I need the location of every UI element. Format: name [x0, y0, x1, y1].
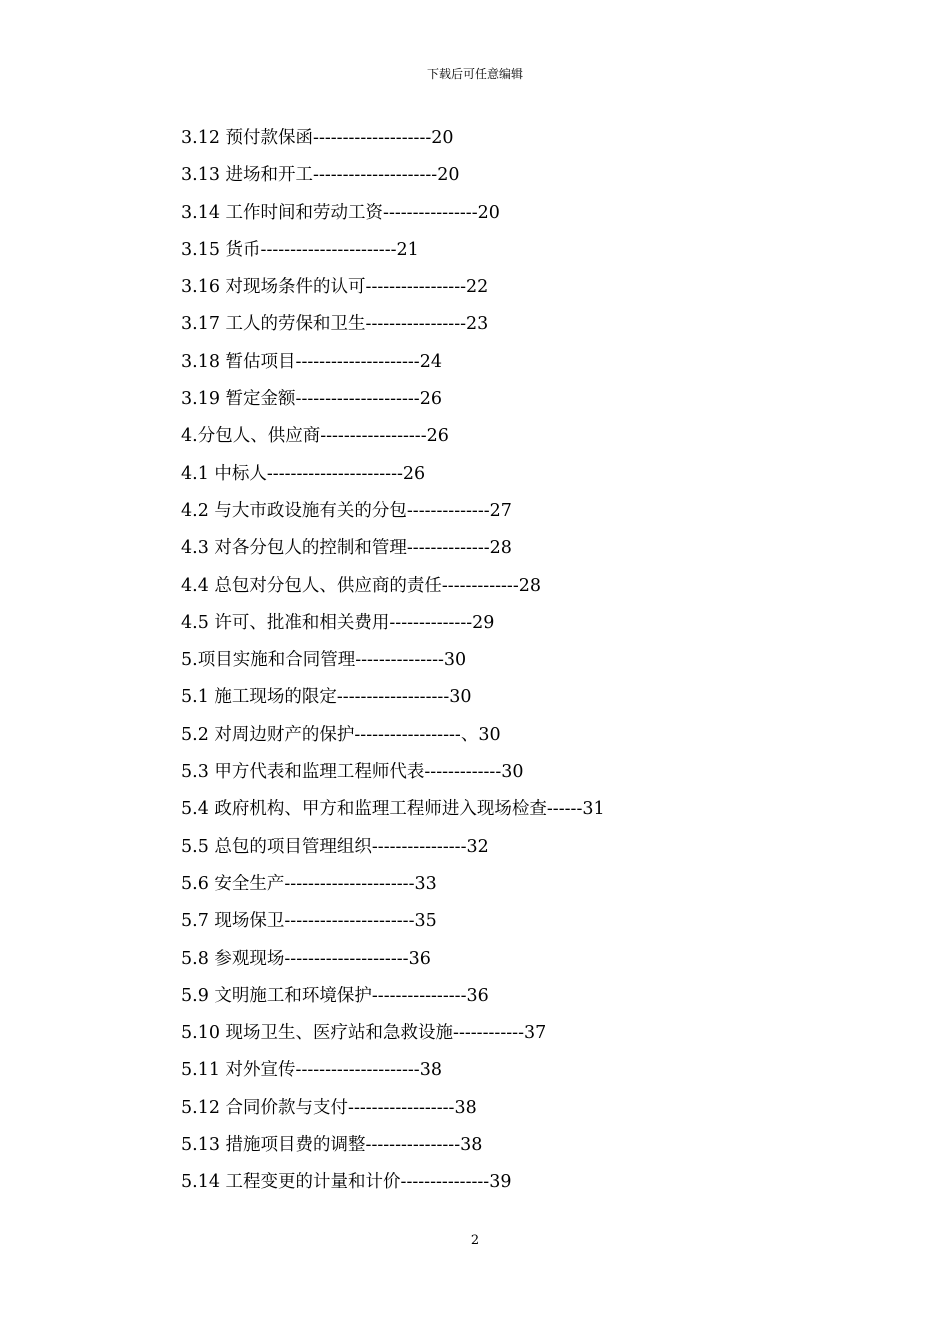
page-header: 下载后可任意编辑	[426, 67, 523, 81]
toc-entry: 3.17 工人的劳保和卫生-----------------23	[181, 314, 489, 335]
toc-entry: 5.9 文明施工和环境保护----------------36	[181, 985, 489, 1006]
toc-entry: 3.19 暂定金额---------------------26	[181, 389, 442, 410]
toc-entry: 5.5 总包的项目管理组织----------------32	[181, 836, 489, 857]
toc-entry: 4.5 许可、批准和相关费用--------------29	[181, 612, 495, 633]
toc-entry: 5.6 安全生产----------------------33	[181, 873, 437, 894]
toc-entry: 4.3 对各分包人的控制和管理--------------28	[181, 538, 512, 559]
toc-entry: 3.16 对现场条件的认可-----------------22	[181, 277, 489, 298]
toc-entry: 5.项目实施和合同管理---------------30	[181, 650, 467, 671]
page-number: 2	[470, 1233, 480, 1248]
toc-entry: 4.2 与大市政设施有关的分包--------------27	[181, 500, 512, 521]
toc-entry: 5.10 现场卫生、医疗站和急救设施------------37	[181, 1023, 547, 1044]
toc-entry: 3.12 预付款保函--------------------20	[181, 128, 454, 148]
toc-entry: 5.7 现场保卫----------------------35	[181, 911, 437, 932]
toc-entry: 4.1 中标人-----------------------26	[181, 463, 426, 484]
toc-entry: 5.2 对周边财产的保护------------------、30	[181, 724, 501, 745]
toc-entry: 3.13 进场和开工---------------------20	[181, 165, 460, 186]
toc-entry: 3.14 工作时间和劳动工资----------------20	[181, 202, 500, 223]
toc-entry: 3.18 暂估项目---------------------24	[181, 351, 442, 372]
toc-entry: 5.1 施工现场的限定-------------------30	[181, 687, 472, 708]
toc-entry: 5.4 政府机构、甲方和监理工程师进入现场检查------31	[181, 799, 605, 820]
toc-entry: 5.3 甲方代表和监理工程师代表-------------30	[181, 762, 524, 783]
toc-entry: 5.14 工程变更的计量和计价---------------39	[181, 1172, 512, 1193]
toc-entry: 3.15 货币-----------------------21	[181, 239, 419, 260]
toc-entry: 4.4 总包对分包人、供应商的责任-------------28	[181, 575, 542, 596]
toc-entry: 5.8 参观现场---------------------36	[181, 948, 431, 969]
toc-entry: 5.11 对外宣传---------------------38	[181, 1060, 442, 1081]
table-of-contents	[181, 126, 605, 1208]
toc-entry: 4.分包人、供应商------------------26	[181, 426, 449, 447]
toc-entry: 5.12 合同价款与支付------------------38	[181, 1097, 477, 1118]
toc-entry: 5.13 措施项目费的调整----------------38	[181, 1135, 483, 1156]
